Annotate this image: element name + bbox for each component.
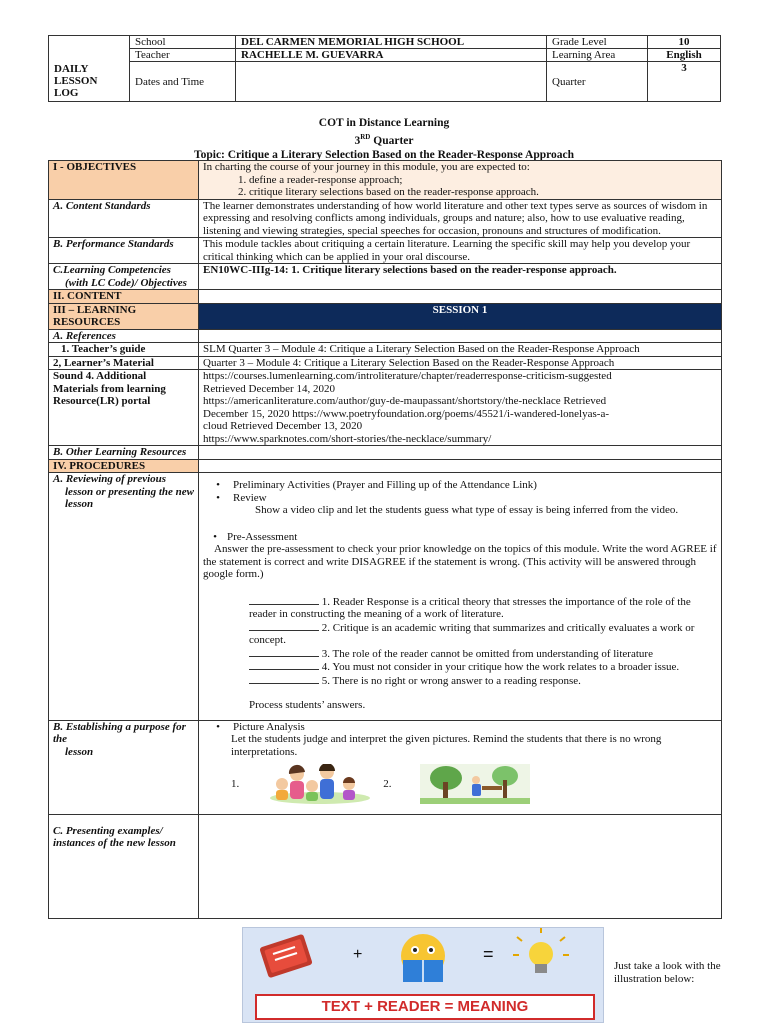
session-banner: SESSION 1 [199, 303, 722, 329]
lightbulb-icon [513, 928, 569, 973]
book-icon [259, 934, 313, 979]
header-table [48, 35, 721, 102]
illustration-icons [243, 928, 603, 994]
learners-material-label: 2, Learner’s Material [49, 356, 199, 370]
statement-text: 1. Reader Response is a critical theory that stresses the importance of the role of the reader in constructing the meaning of a work of literature. [249, 595, 691, 620]
quarter-value: 3 [648, 62, 721, 102]
equals-sign: = [483, 944, 494, 964]
review-bullet [203, 492, 717, 505]
picture-analysis-title: Picture Analysis [233, 720, 305, 733]
content-value [199, 290, 722, 304]
prelim-bullet [203, 479, 717, 492]
reference-link[interactable]: https://www.sparknotes.com/short-stories/the-necklace/summary/ [203, 432, 492, 445]
picture-analysis-bullet [203, 721, 717, 734]
statement-text: 3. The role of the reader cannot be omitted from understanding of literature [319, 647, 653, 660]
grade-label: Grade Level [547, 36, 648, 49]
content-label: II. CONTENT [49, 290, 199, 304]
bullet-icon: • [213, 530, 217, 543]
establishing-label [49, 720, 199, 814]
meaning-formula: TEXT + READER = MEANING [255, 994, 595, 1020]
picture-analysis-text: Let the students judge and interpret the given pictures. Remind the students that there is no wrong interpretations. [231, 733, 662, 758]
process-text: Process students’ answers. [249, 699, 366, 711]
text-reader-meaning-illustration [242, 927, 604, 1023]
statement-text: 2. Critique is an academic writing that summarizes and critically evaluates a work or concept. [249, 621, 695, 646]
preassess-instructions: Answer the pre-assessment to check your prior knowledge on the topics of this module. Write the word AGREE if the statement is correct and write DISAGREE if the statement is wrong. (This activity will be answered through google form.) [203, 543, 720, 580]
answer-blank[interactable] [249, 674, 319, 684]
retrieved-date: cloud Retrieved December 13, 2020 [203, 420, 363, 432]
quarter-word: Quarter [370, 134, 414, 147]
quarter-label: Quarter [547, 62, 648, 102]
reference-link[interactable]: https://courses.lumenlearning.com/introliterature/chapter/readerresponse-criticism-suggested [203, 370, 612, 382]
reference-link[interactable]: December 15, 2020 https://www.poetryfoundation.org/poems/45521/i-wandered-lonelyas-a- [203, 407, 609, 420]
statement-text: 4. You must not consider in your critique how the work relates to a broader issue. [319, 661, 680, 673]
competencies-text: EN10WC-IIIg-14: 1. Critique literary selections based on the reader-response approach. [199, 264, 722, 290]
review-description: Show a video clip and let the students guess what type of essay is being inferred from the video. [255, 504, 679, 516]
performance-standards-label: B. Performance Standards [49, 238, 199, 264]
lesson-table [48, 160, 722, 919]
illustration-note: Just take a look with the illustration below: [614, 960, 721, 985]
answer-blank[interactable] [249, 647, 319, 657]
reviewing-label-line2: lesson or presenting the new [65, 485, 194, 498]
statement-text: 5. There is no right or wrong answer to a reading response. [319, 674, 581, 687]
objective-item: 2. critique literary selections based on the reader-response approach. [249, 186, 717, 199]
procedures-value [199, 459, 722, 473]
quarter-suffix: RD [360, 133, 371, 141]
school-value: DEL CARMEN MEMORIAL HIGH SCHOOL [236, 36, 547, 49]
presenting-content [199, 814, 722, 918]
teachers-guide-text: SLM Quarter 3 – Module 4: Critique a Literary Selection Based on the Reader-Response Approach [199, 343, 722, 357]
statement-item [249, 621, 705, 647]
objectives-list [203, 174, 717, 199]
area-label: Learning Area [547, 49, 648, 62]
other-resources-label: B. Other Learning Resources [49, 446, 199, 460]
establishing-label-line1: B. Establishing a purpose for the [53, 720, 186, 745]
reviewing-label-line3: lesson [65, 498, 94, 510]
prelim-text: Preliminary Activities (Prayer and Filling up of the Attendance Link) [233, 479, 537, 491]
bullet-icon: • [216, 720, 220, 733]
log-title: DAILY LESSON LOG [49, 36, 130, 102]
plus-sign: + [353, 946, 363, 963]
references-value [199, 329, 722, 343]
pictures-row [203, 764, 717, 804]
bullet-icon: • [216, 479, 220, 491]
objective-item: 1. define a reader-response approach; [249, 174, 717, 187]
learners-material-text: Quarter 3 – Module 4: Critique a Literary Selection Based on the Reader-Response Approach [199, 356, 722, 370]
answer-blank[interactable] [249, 621, 319, 631]
competencies-label [49, 264, 199, 290]
teachers-guide-label: 1. Teacher’s guide [49, 343, 199, 357]
reviewing-label-line1: A. Reviewing of previous [53, 473, 167, 485]
procedures-label: IV. PROCEDURES [49, 459, 199, 473]
preassess-title: Pre-Assessment [227, 530, 298, 543]
learning-resources-label: III – LEARNING RESOURCES [49, 303, 199, 329]
dates-label: Dates and Time [130, 62, 236, 102]
grade-value: 10 [648, 36, 721, 49]
reviewing-label [49, 473, 199, 721]
answer-blank[interactable] [249, 595, 319, 605]
title-line-2 [0, 130, 768, 148]
other-resources-value [199, 446, 722, 460]
topic-title: Topic: Critique a Literary Selection Based on the Reader-Response Approach [193, 148, 575, 161]
establishing-label-line2: lesson [65, 745, 94, 758]
title-line-1: COT in Distance Learning [318, 117, 450, 129]
dates-value [236, 62, 547, 102]
bullet-icon: • [216, 491, 220, 504]
objectives-label: I - OBJECTIVES [49, 161, 199, 200]
teacher-label: Teacher [130, 49, 236, 62]
objectives-intro: In charting the course of your journey in this module, you are expected to: [203, 161, 530, 173]
area-value: English [648, 49, 721, 62]
additional-materials-label: Sound 4. Additional Materials from learning Resource(LR) portal [49, 370, 199, 446]
outdoor-picture [420, 764, 530, 804]
quarter-number: 3 [354, 134, 361, 147]
competencies-label-line1: C.Learning Competencies [53, 264, 171, 276]
school-label: School [130, 36, 236, 49]
review-text: Review [233, 491, 267, 504]
document-titles [0, 116, 768, 162]
statement-item [249, 674, 705, 688]
reference-link[interactable]: https://americanliterature.com/author/guy-de-maupassant/shortstory/the-necklace Retrieved [203, 395, 607, 407]
answer-blank[interactable] [249, 660, 319, 670]
establishing-content [199, 720, 722, 814]
content-standards-text: The learner demonstrates understanding of how world literature and other text types serve as sources of wisdom in expressing and resolving conflicts among individuals, groups and nature; also, how to use evaluative reading, listening and viewing strategies, special speeches for occasion, pronouns and structures of modification. [199, 199, 722, 238]
teacher-value: RACHELLE M. GUEVARRA [236, 49, 547, 62]
reader-icon [401, 934, 445, 982]
references-label: A. References [49, 329, 199, 343]
family-picture [267, 764, 373, 804]
additional-materials-links [199, 370, 722, 446]
statement-item [249, 660, 705, 674]
competencies-label-line2: (with LC Code)/ Objectives [65, 276, 187, 289]
statement-item [249, 595, 705, 621]
performance-standards-text: This module tackles about critiquing a certain literature. Learning the specific skill may help you develop your critical thinking which can be applied in your oral discourse. [199, 238, 722, 264]
content-standards-label: A. Content Standards [49, 199, 199, 238]
objectives-cell [199, 161, 722, 200]
preassess-statements [203, 595, 717, 712]
preassess-bullet [203, 531, 717, 544]
picture-number: 1. [231, 777, 240, 790]
statement-item [249, 647, 705, 661]
retrieved-date: Retrieved December 14, 2020 [203, 382, 335, 395]
presenting-label: C. Presenting examples/ instances of the new lesson [49, 814, 199, 918]
picture-number: 2. [383, 777, 392, 790]
reviewing-content [199, 473, 722, 721]
